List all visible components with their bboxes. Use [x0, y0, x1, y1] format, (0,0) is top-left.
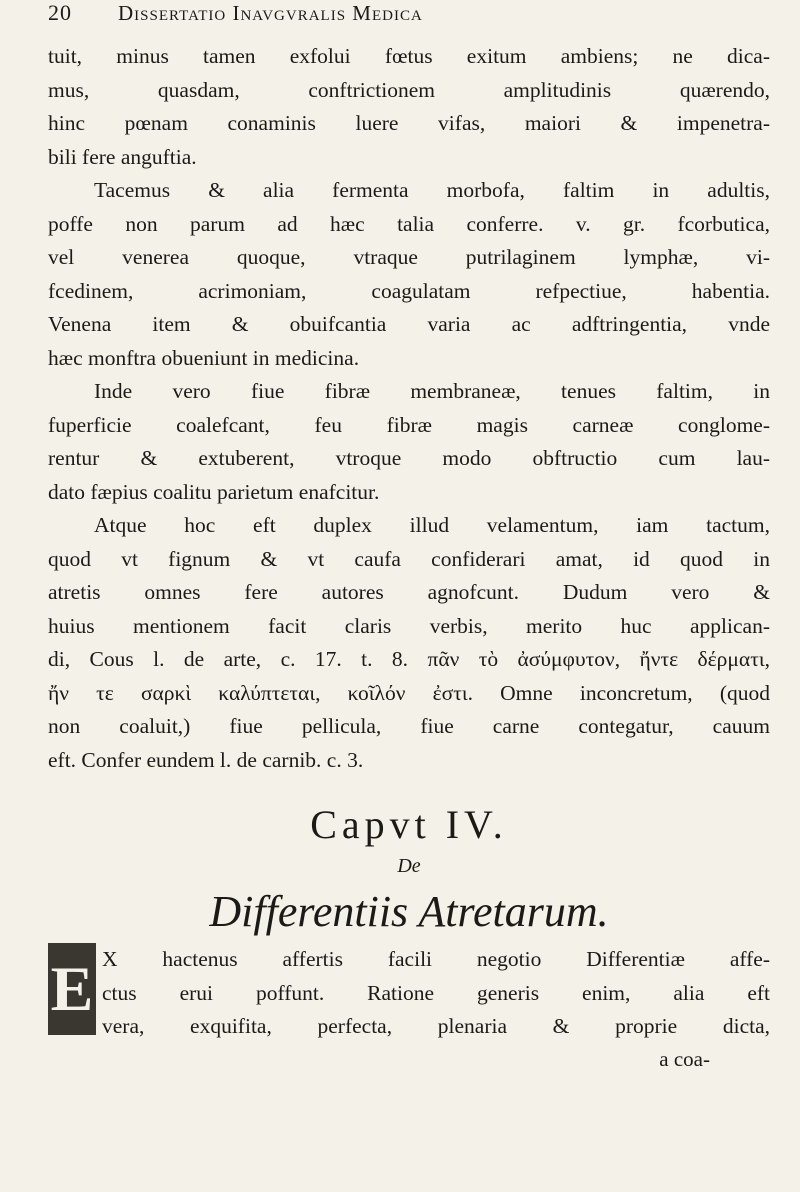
text-line: fcedinem, acrimoniam, coagulatam refpectiue, habentia.: [48, 278, 770, 303]
text-line: Inde vero fiue fibræ membraneæ, tenues faltim, in: [94, 379, 770, 403]
running-title: Dissertatio Inavgvralis Medica: [118, 1, 423, 25]
text-line: di, Cous l. de arte, c. 17. t. 8. πᾶν τὸ ἀσύμφυτον, ἤντε δέρματι,: [48, 647, 770, 671]
text-line: quod vt fignum & vt caufa confiderari amat, id quod in: [48, 546, 770, 571]
catchword: a coa-: [659, 1046, 710, 1071]
text-line: bili fere anguftia.: [48, 144, 197, 169]
text-line: Tacemus & alia fermenta morbofa, faltim in adultis,: [94, 178, 770, 202]
running-head: [48, 0, 770, 40]
text-line: huius mentionem facit claris verbis, merito huc applican-: [48, 613, 770, 638]
chapter-heading: Capvt IV.: [310, 802, 508, 847]
final-paragraph: [48, 943, 770, 1044]
text-line: Venena item & obuifcantia varia ac adftringentia, vnde: [48, 312, 770, 336]
text-line: dato fæpius coalitu parietum enafcitur.: [48, 479, 380, 504]
text-line: vel venerea quoque, vtraque putrilaginem lymphæ, vi-: [48, 245, 770, 269]
text-line: ctus erui poffunt. Ratione generis enim, alia eft: [102, 980, 770, 1005]
text-line: hæc monftra obueniunt in medicina.: [48, 345, 360, 370]
text-line: vera, exquifita, perfecta, plenaria & proprie dicta,: [102, 1014, 770, 1038]
text-line: atretis omnes fere autores agnofcunt. Dudum vero &: [48, 580, 770, 604]
chapter-subtitle: Differentiis Atretarum.: [209, 887, 609, 936]
text-line: poffe non parum ad hæc talia conferre. v. gr. fcorbutica,: [48, 211, 770, 236]
final-paragraph-lines: [102, 943, 770, 1044]
page-number: 20: [48, 0, 72, 25]
text-line: X hactenus affertis facili negotio Differentiæ affe-: [102, 947, 770, 971]
body-text: [48, 40, 770, 777]
text-line: tuit, minus tamen exfolui fœtus exitum ambiens; ne dica-: [48, 44, 770, 68]
text-line: Atque hoc eft duplex illud velamentum, iam tactum,: [94, 513, 770, 537]
text-line: eft. Confer eundem l. de carnib. c. 3.: [48, 747, 364, 772]
text-line: fuperficie coalefcant, feu fibræ magis carneæ conglome-: [48, 412, 770, 437]
text-line: non coaluit,) fiue pellicula, fiue carne contegatur, cauum: [48, 714, 770, 738]
text-line: rentur & extuberent, vtroque modo obftructio cum lau-: [48, 446, 770, 470]
text-line: ἤν τε σαρκὶ καλύπτεται, κοῖλόν ἐστι. Omne inconcretum, (quod: [48, 680, 770, 705]
text-line: hinc pœnam conaminis luere vifas, maiori & impenetra-: [48, 111, 770, 135]
drop-initial: E: [48, 943, 96, 1035]
chapter-de: De: [397, 855, 421, 877]
text-line: mus, quasdam, conftrictionem amplitudinis quærendo,: [48, 77, 770, 102]
